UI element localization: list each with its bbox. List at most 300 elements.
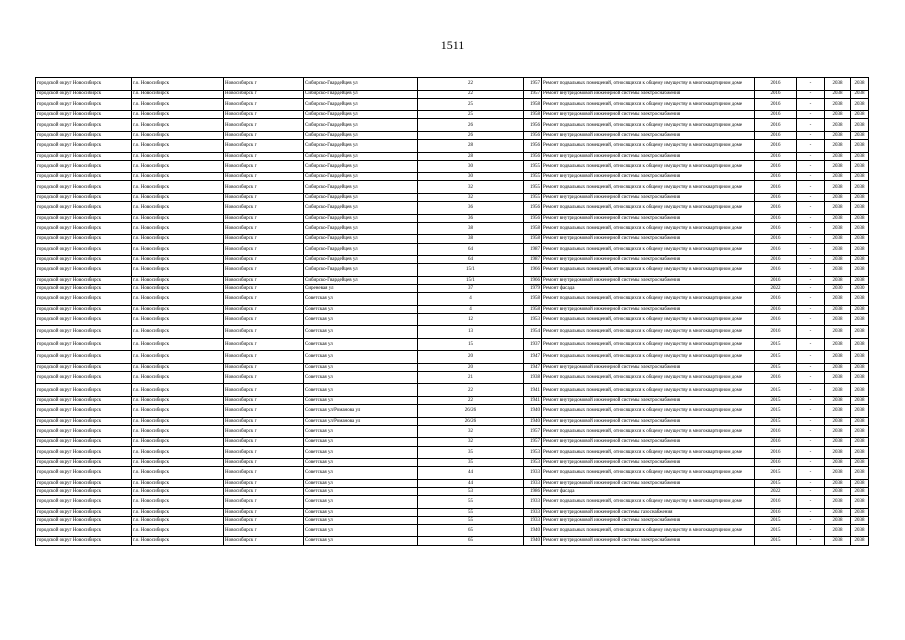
settlement-cell: г.о. Новосибирск — [132, 193, 224, 201]
house-number-cell: 25 — [418, 111, 524, 119]
street-cell: Советская ул — [304, 384, 418, 397]
plan-year-cell: 2022 — [755, 487, 797, 495]
work-type-cell: Ремонт внутридомовой инженерной системы электроснабжения — [542, 305, 755, 313]
house-number-cell: 38 — [418, 235, 524, 243]
period-start-cell: 2038 — [825, 459, 851, 467]
house-number-cell: 26/26 — [418, 417, 524, 425]
city-cell: Новосибирск г — [224, 243, 304, 256]
dash-cell: - — [797, 363, 825, 371]
dash-cell: - — [797, 276, 825, 284]
table-row — [36, 446, 869, 459]
period-start-cell: 2038 — [825, 181, 851, 194]
dash-cell: - — [797, 516, 825, 524]
city-cell: Новосибирск г — [224, 524, 304, 537]
table-row — [36, 293, 869, 306]
municipal-area-cell: городской округ Новосибирск — [36, 338, 132, 351]
period-start-cell: 2038 — [825, 351, 851, 364]
dash-cell: - — [797, 417, 825, 425]
dash-cell: - — [797, 313, 825, 326]
house-number-cell: 53 — [418, 487, 524, 495]
city-cell: Новосибирск г — [224, 467, 304, 480]
dash-cell: - — [797, 284, 825, 292]
street-cell: Советская ул — [304, 351, 418, 364]
municipal-area-cell: городской округ Новосибирск — [36, 78, 132, 91]
settlement-cell: г.о. Новосибирск — [132, 313, 224, 326]
city-cell: Новосибирск г — [224, 181, 304, 194]
plan-year-cell: 2016 — [755, 313, 797, 326]
house-number-cell: 22 — [418, 396, 524, 404]
table-body — [36, 78, 869, 546]
table-row — [36, 438, 869, 446]
city-cell: Новосибирск г — [224, 496, 304, 509]
municipal-area-cell: городской округ Новосибирск — [36, 479, 132, 487]
city-cell: Новосибирск г — [224, 152, 304, 160]
period-end-cell: 2038 — [851, 487, 869, 495]
plan-year-cell: 2016 — [755, 243, 797, 256]
period-start-cell: 2038 — [825, 235, 851, 243]
settlement-cell: г.о. Новосибирск — [132, 459, 224, 467]
period-end-cell: 2038 — [851, 479, 869, 487]
street-cell: Сиреневая ул — [304, 284, 418, 292]
period-end-cell: 2038 — [851, 396, 869, 404]
table-row — [36, 131, 869, 139]
city-cell: Новосибирск г — [224, 371, 304, 384]
settlement-cell: г.о. Новосибирск — [132, 467, 224, 480]
table-row — [36, 160, 869, 173]
build-year-cell: 1956 — [524, 214, 542, 222]
plan-year-cell: 2016 — [755, 214, 797, 222]
plan-year-cell: 2016 — [755, 256, 797, 264]
table-row — [36, 417, 869, 425]
municipal-area-cell: городской округ Новосибирск — [36, 405, 132, 418]
street-cell: Советская ул — [304, 293, 418, 306]
house-number-cell: 30 — [418, 160, 524, 173]
work-type-cell: Ремонт подвальных помещений, относящихся к общему имуществу в многоквартирном доме — [542, 160, 755, 173]
plan-year-cell: 2016 — [755, 459, 797, 467]
city-cell: Новосибирск г — [224, 235, 304, 243]
municipal-area-cell: городской округ Новосибирск — [36, 446, 132, 459]
table-row — [36, 111, 869, 119]
table-row — [36, 264, 869, 277]
house-number-cell: 26 — [418, 131, 524, 139]
street-cell: Сибирско-Гвардейцев ул — [304, 202, 418, 215]
period-start-cell: 2038 — [825, 293, 851, 306]
period-start-cell: 2038 — [825, 131, 851, 139]
period-end-cell: 2038 — [851, 276, 869, 284]
settlement-cell: г.о. Новосибирск — [132, 256, 224, 264]
settlement-cell: г.о. Новосибирск — [132, 516, 224, 524]
municipal-area-cell: городской округ Новосибирск — [36, 293, 132, 306]
period-start-cell: 2038 — [825, 479, 851, 487]
settlement-cell: г.о. Новосибирск — [132, 384, 224, 397]
work-type-cell: Ремонт подвальных помещений, относящихся к общему имуществу в многоквартирном доме — [542, 119, 755, 132]
work-type-cell: Ремонт подвальных помещений, относящихся к общему имуществу в многоквартирном доме — [542, 425, 755, 438]
settlement-cell: г.о. Новосибирск — [132, 405, 224, 418]
municipal-area-cell: городской округ Новосибирск — [36, 467, 132, 480]
settlement-cell: г.о. Новосибирск — [132, 363, 224, 371]
plan-year-cell: 2016 — [755, 152, 797, 160]
dash-cell: - — [797, 425, 825, 438]
work-type-cell: Ремонт внутридомовой инженерной системы электроснабжения — [542, 256, 755, 264]
plan-year-cell: 2016 — [755, 264, 797, 277]
period-start-cell: 2038 — [825, 98, 851, 111]
work-type-cell: Ремонт подвальных помещений, относящихся к общему имуществу в многоквартирном доме — [542, 338, 755, 351]
period-end-cell: 2038 — [851, 222, 869, 235]
municipal-area-cell: городской округ Новосибирск — [36, 235, 132, 243]
build-year-cell: 1957 — [524, 90, 542, 98]
street-cell: Советская ул — [304, 396, 418, 404]
city-cell: Новосибирск г — [224, 537, 304, 545]
period-start-cell: 2038 — [825, 371, 851, 384]
period-start-cell: 2038 — [825, 243, 851, 256]
capital-repair-table — [35, 77, 869, 546]
build-year-cell: 1940 — [524, 524, 542, 537]
plan-year-cell: 2016 — [755, 181, 797, 194]
plan-year-cell: 2015 — [755, 537, 797, 545]
street-cell: Сибирско-Гвардейцев ул — [304, 256, 418, 264]
dash-cell: - — [797, 202, 825, 215]
plan-year-cell: 2016 — [755, 371, 797, 384]
period-start-cell: 2038 — [825, 119, 851, 132]
period-start-cell: 2038 — [825, 508, 851, 516]
work-type-cell: Ремонт внутридомовой инженерной системы электроснабжения — [542, 90, 755, 98]
period-end-cell: 2038 — [851, 98, 869, 111]
settlement-cell: г.о. Новосибирск — [132, 119, 224, 132]
city-cell: Новосибирск г — [224, 326, 304, 339]
period-end-cell: 2038 — [851, 78, 869, 91]
work-type-cell: Ремонт внутридомовой инженерной системы электроснабжения — [542, 537, 755, 545]
municipal-area-cell: городской округ Новосибирск — [36, 496, 132, 509]
table-row — [36, 98, 869, 111]
build-year-cell: 1955 — [524, 181, 542, 194]
dash-cell: - — [797, 351, 825, 364]
period-end-cell: 2038 — [851, 405, 869, 418]
period-start-cell: 2038 — [825, 276, 851, 284]
street-cell: Советская ул — [304, 305, 418, 313]
settlement-cell: г.о. Новосибирск — [132, 326, 224, 339]
city-cell: Новосибирск г — [224, 351, 304, 364]
city-cell: Новосибирск г — [224, 305, 304, 313]
municipal-area-cell: городской округ Новосибирск — [36, 264, 132, 277]
house-number-cell: 15/1 — [418, 276, 524, 284]
build-year-cell: 1956 — [524, 140, 542, 153]
build-year-cell: 1987 — [524, 256, 542, 264]
work-type-cell: Ремонт внутридомовой инженерной системы электроснабжения — [542, 459, 755, 467]
house-number-cell: 32 — [418, 193, 524, 201]
house-number-cell: 28 — [418, 152, 524, 160]
house-number-cell: 26 — [418, 119, 524, 132]
municipal-area-cell: городской округ Новосибирск — [36, 417, 132, 425]
work-type-cell: Ремонт подвальных помещений, относящихся к общему имуществу в многоквартирном доме — [542, 351, 755, 364]
city-cell: Новосибирск г — [224, 119, 304, 132]
settlement-cell: г.о. Новосибирск — [132, 152, 224, 160]
dash-cell: - — [797, 405, 825, 418]
plan-year-cell: 2016 — [755, 131, 797, 139]
table-row — [36, 371, 869, 384]
build-year-cell: 1947 — [524, 363, 542, 371]
dash-cell: - — [797, 293, 825, 306]
period-start-cell: 2038 — [825, 305, 851, 313]
table-row — [36, 181, 869, 194]
house-number-cell: 55 — [418, 516, 524, 524]
build-year-cell: 1938 — [524, 371, 542, 384]
period-start-cell: 2038 — [825, 363, 851, 371]
municipal-area-cell: городской округ Новосибирск — [36, 351, 132, 364]
municipal-area-cell: городской округ Новосибирск — [36, 111, 132, 119]
plan-year-cell: 2016 — [755, 222, 797, 235]
house-number-cell: 22 — [418, 384, 524, 397]
street-cell: Сибирско-Гвардейцев ул — [304, 264, 418, 277]
dash-cell: - — [797, 131, 825, 139]
settlement-cell: г.о. Новосибирск — [132, 508, 224, 516]
build-year-cell: 1941 — [524, 396, 542, 404]
period-start-cell: 2030 — [825, 284, 851, 292]
city-cell: Новосибирск г — [224, 78, 304, 91]
work-type-cell: Ремонт подвальных помещений, относящихся к общему имуществу в многоквартирном доме — [542, 371, 755, 384]
plan-year-cell: 2015 — [755, 516, 797, 524]
street-cell: Советская ул — [304, 425, 418, 438]
table-row — [36, 235, 869, 243]
dash-cell: - — [797, 173, 825, 181]
build-year-cell: 1958 — [524, 111, 542, 119]
city-cell: Новосибирск г — [224, 293, 304, 306]
street-cell: Сибирско-Гвардейцев ул — [304, 98, 418, 111]
build-year-cell: 1957 — [524, 78, 542, 91]
municipal-area-cell: городской округ Новосибирск — [36, 516, 132, 524]
build-year-cell: 1940 — [524, 405, 542, 418]
dash-cell: - — [797, 487, 825, 495]
settlement-cell: г.о. Новосибирск — [132, 90, 224, 98]
street-cell: Советская ул — [304, 496, 418, 509]
settlement-cell: г.о. Новосибирск — [132, 264, 224, 277]
street-cell: Советская ул — [304, 479, 418, 487]
house-number-cell: 15 — [418, 338, 524, 351]
municipal-area-cell: городской округ Новосибирск — [36, 243, 132, 256]
period-end-cell: 2038 — [851, 193, 869, 201]
work-type-cell: Ремонт подвальных помещений, относящихся к общему имуществу в многоквартирном доме — [542, 405, 755, 418]
table-row — [36, 459, 869, 467]
settlement-cell: г.о. Новосибирск — [132, 487, 224, 495]
plan-year-cell: 2016 — [755, 140, 797, 153]
table-row — [36, 516, 869, 524]
city-cell: Новосибирск г — [224, 338, 304, 351]
plan-year-cell: 2015 — [755, 396, 797, 404]
municipal-area-cell: городской округ Новосибирск — [36, 160, 132, 173]
municipal-area-cell: городской округ Новосибирск — [36, 425, 132, 438]
table-row — [36, 537, 869, 545]
municipal-area-cell: городской округ Новосибирск — [36, 508, 132, 516]
settlement-cell: г.о. Новосибирск — [132, 78, 224, 91]
dash-cell: - — [797, 214, 825, 222]
municipal-area-cell: городской округ Новосибирск — [36, 524, 132, 537]
street-cell: Советская ул — [304, 467, 418, 480]
house-number-cell: 64 — [418, 256, 524, 264]
house-number-cell: 20 — [418, 363, 524, 371]
settlement-cell: г.о. Новосибирск — [132, 98, 224, 111]
plan-year-cell: 2016 — [755, 193, 797, 201]
municipal-area-cell: городской округ Новосибирск — [36, 131, 132, 139]
dash-cell: - — [797, 396, 825, 404]
build-year-cell: 1955 — [524, 173, 542, 181]
city-cell: Новосибирск г — [224, 508, 304, 516]
build-year-cell: 1958 — [524, 235, 542, 243]
city-cell: Новосибирск г — [224, 363, 304, 371]
municipal-area-cell: городской округ Новосибирск — [36, 173, 132, 181]
work-type-cell: Ремонт подвальных помещений, относящихся к общему имуществу в многоквартирном доме — [542, 78, 755, 91]
period-end-cell: 2038 — [851, 111, 869, 119]
period-end-cell: 2038 — [851, 459, 869, 467]
city-cell: Новосибирск г — [224, 222, 304, 235]
street-cell: Сибирско-Гвардейцев ул — [304, 90, 418, 98]
period-start-cell: 2038 — [825, 384, 851, 397]
settlement-cell: г.о. Новосибирск — [132, 524, 224, 537]
build-year-cell: 1986 — [524, 487, 542, 495]
settlement-cell: г.о. Новосибирск — [132, 425, 224, 438]
municipal-area-cell: городской округ Новосибирск — [36, 284, 132, 292]
plan-year-cell: 2016 — [755, 276, 797, 284]
city-cell: Новосибирск г — [224, 446, 304, 459]
build-year-cell: 1953 — [524, 446, 542, 459]
settlement-cell: г.о. Новосибирск — [132, 276, 224, 284]
work-type-cell: Ремонт фасада — [542, 487, 755, 495]
build-year-cell: 1956 — [524, 119, 542, 132]
build-year-cell: 1956 — [524, 202, 542, 215]
municipal-area-cell: городской округ Новосибирск — [36, 256, 132, 264]
municipal-area-cell: городской округ Новосибирск — [36, 396, 132, 404]
plan-year-cell: 2015 — [755, 351, 797, 364]
build-year-cell: 1958 — [524, 222, 542, 235]
city-cell: Новосибирск г — [224, 459, 304, 467]
dash-cell: - — [797, 524, 825, 537]
work-type-cell: Ремонт внутридомовой инженерной системы электроснабжения — [542, 363, 755, 371]
period-start-cell: 2038 — [825, 193, 851, 201]
period-start-cell: 2038 — [825, 496, 851, 509]
street-cell: Сибирско-Гвардейцев ул — [304, 276, 418, 284]
dash-cell: - — [797, 222, 825, 235]
street-cell: Советская ул — [304, 438, 418, 446]
period-end-cell: 2038 — [851, 131, 869, 139]
work-type-cell: Ремонт внутридомовой инженерной системы электроснабжения — [542, 276, 755, 284]
work-type-cell: Ремонт внутридомовой инженерной системы электроснабжения — [542, 152, 755, 160]
dash-cell: - — [797, 90, 825, 98]
house-number-cell: 13 — [418, 326, 524, 339]
municipal-area-cell: городской округ Новосибирск — [36, 181, 132, 194]
house-number-cell: 32 — [418, 181, 524, 194]
street-cell: Сибирско-Гвардейцев ул — [304, 140, 418, 153]
house-number-cell: 12 — [418, 313, 524, 326]
plan-year-cell: 2015 — [755, 363, 797, 371]
work-type-cell: Ремонт подвальных помещений, относящихся к общему имуществу в многоквартирном доме — [542, 98, 755, 111]
house-number-cell: 20 — [418, 351, 524, 364]
period-end-cell: 2038 — [851, 173, 869, 181]
plan-year-cell: 2015 — [755, 479, 797, 487]
street-cell: Сибирско-Гвардейцев ул — [304, 173, 418, 181]
municipal-area-cell: городской округ Новосибирск — [36, 313, 132, 326]
plan-year-cell: 2016 — [755, 78, 797, 91]
period-start-cell: 2038 — [825, 90, 851, 98]
table-row — [36, 384, 869, 397]
municipal-area-cell: городской округ Новосибирск — [36, 193, 132, 201]
city-cell: Новосибирск г — [224, 193, 304, 201]
city-cell: Новосибирск г — [224, 396, 304, 404]
dash-cell: - — [797, 305, 825, 313]
period-end-cell: 2038 — [851, 384, 869, 397]
build-year-cell: 1937 — [524, 338, 542, 351]
table-row — [36, 508, 869, 516]
dash-cell: - — [797, 78, 825, 91]
build-year-cell: 1954 — [524, 326, 542, 339]
build-year-cell: 1941 — [524, 384, 542, 397]
work-type-cell: Ремонт внутридомовой инженерной системы электроснабжения — [542, 193, 755, 201]
city-cell: Новосибирск г — [224, 417, 304, 425]
plan-year-cell: 2016 — [755, 305, 797, 313]
dash-cell: - — [797, 467, 825, 480]
table-row — [36, 313, 869, 326]
period-end-cell: 2038 — [851, 508, 869, 516]
settlement-cell: г.о. Новосибирск — [132, 111, 224, 119]
period-start-cell: 2038 — [825, 140, 851, 153]
house-number-cell: 38 — [418, 222, 524, 235]
plan-year-cell: 2016 — [755, 508, 797, 516]
house-number-cell: 65 — [418, 524, 524, 537]
table-row — [36, 276, 869, 284]
street-cell: Сибирско-Гвардейцев ул — [304, 111, 418, 119]
municipal-area-cell: городской округ Новосибирск — [36, 214, 132, 222]
work-type-cell: Ремонт внутридомовой инженерной системы электроснабжения — [542, 516, 755, 524]
city-cell: Новосибирск г — [224, 487, 304, 495]
dash-cell: - — [797, 111, 825, 119]
table-row — [36, 214, 869, 222]
period-end-cell: 2038 — [851, 243, 869, 256]
dash-cell: - — [797, 256, 825, 264]
street-cell: Советская ул — [304, 459, 418, 467]
settlement-cell: г.о. Новосибирск — [132, 446, 224, 459]
dash-cell: - — [797, 371, 825, 384]
work-type-cell: Ремонт подвальных помещений, относящихся к общему имуществу в многоквартирном доме — [542, 202, 755, 215]
house-number-cell: 22 — [418, 78, 524, 91]
settlement-cell: г.о. Новосибирск — [132, 202, 224, 215]
period-start-cell: 2038 — [825, 338, 851, 351]
period-end-cell: 2038 — [851, 181, 869, 194]
period-end-cell: 2038 — [851, 467, 869, 480]
plan-year-cell: 2016 — [755, 326, 797, 339]
table-row — [36, 222, 869, 235]
settlement-cell: г.о. Новосибирск — [132, 160, 224, 173]
period-end-cell: 2038 — [851, 119, 869, 132]
settlement-cell: г.о. Новосибирск — [132, 293, 224, 306]
municipal-area-cell: городской округ Новосибирск — [36, 537, 132, 545]
settlement-cell: г.о. Новосибирск — [132, 131, 224, 139]
municipal-area-cell: городской округ Новосибирск — [36, 202, 132, 215]
street-cell: Советская ул/Романова ул — [304, 405, 418, 418]
street-cell: Советская ул — [304, 508, 418, 516]
build-year-cell: 1966 — [524, 276, 542, 284]
city-cell: Новосибирск г — [224, 264, 304, 277]
municipal-area-cell: городской округ Новосибирск — [36, 305, 132, 313]
table-row — [36, 479, 869, 487]
plan-year-cell: 2016 — [755, 425, 797, 438]
period-end-cell: 2038 — [851, 264, 869, 277]
municipal-area-cell: городской округ Новосибирск — [36, 326, 132, 339]
house-number-cell: 26/26 — [418, 405, 524, 418]
period-start-cell: 2038 — [825, 516, 851, 524]
house-number-cell: 4 — [418, 305, 524, 313]
dash-cell: - — [797, 98, 825, 111]
period-start-cell: 2038 — [825, 313, 851, 326]
house-number-cell: 22 — [418, 90, 524, 98]
build-year-cell: 1933 — [524, 467, 542, 480]
work-type-cell: Ремонт внутридомовой инженерной системы газоснабжения — [542, 508, 755, 516]
